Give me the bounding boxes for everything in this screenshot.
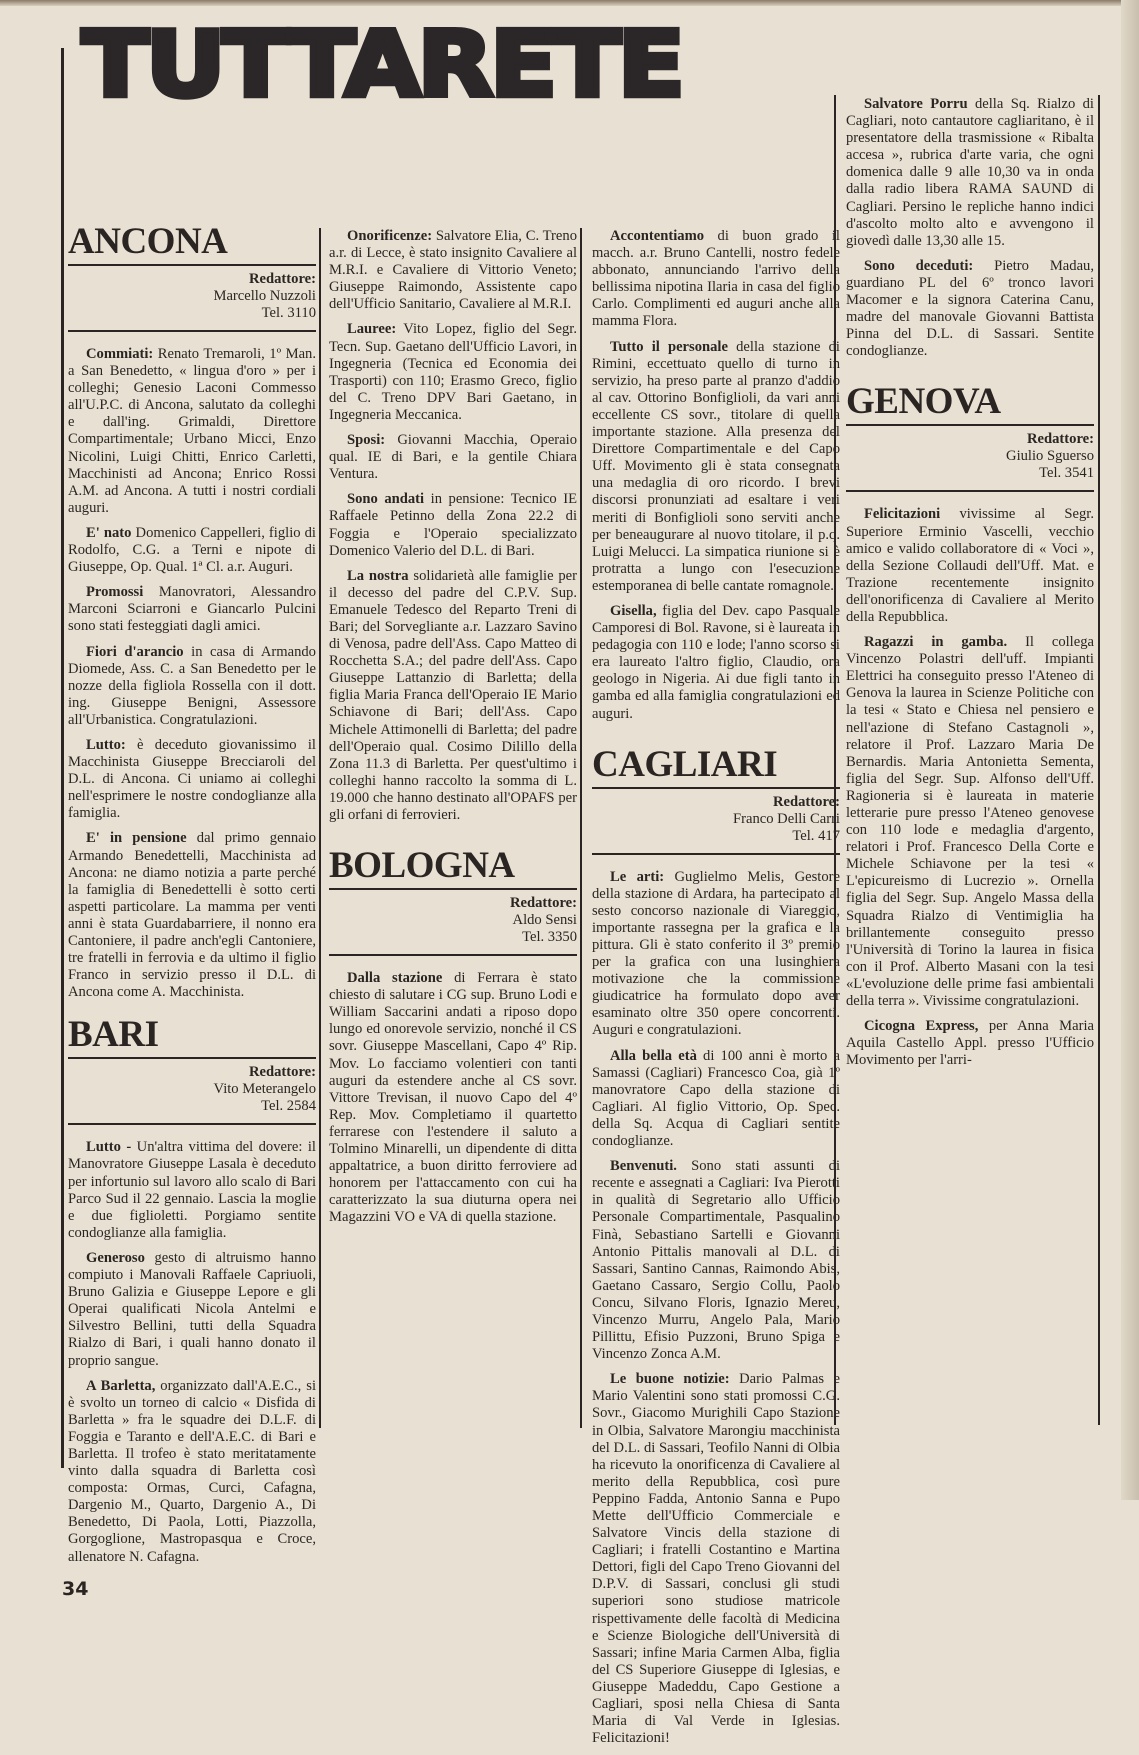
editor-label: Redattore: [773, 793, 840, 810]
page-edge [0, 0, 1139, 6]
paragraph-text: Guglielmo Melis, Gestore della stazione di Ardara, ha partecipato al sesto concorso nazionale di Viareggio, importante rassegna per la grafica e la pittura. Gli è stato conferito il 3º premio per la grafica con una lusinghiera motivazione che la commissione giudicatrice ha formulato dopo aver esaminato oltre 350 opere concorrenti. Auguri e congratulazioni. [592, 868, 840, 1039]
section-title: GENOVA [846, 382, 1094, 426]
editor-box [329, 890, 577, 956]
paragraph-text: solidarietà alle famiglie per il decesso del padre del C.P.V. Sup. Emanuele Tedesco del Reparto Treni di Bari; del Sorvegliante a.r. Lazzaro Savino di Venosa, padre dell'Ass. Capo Matteo di Rocchetta S.A.; del padre dell'Ass. Capo Giuseppe Lattanzio di Barletta; della figlia Maria Franca dell'Operaio IE Mario Schiavone di Bari; dell'Ass. Capo Michele Attimonelli di Barletta; del padre dell'Operaio qual. Cosimo Dilillo della Zona 11.3 di Barletta. Per quest'ultimo i colleghi hanno raccolto la somma di L. 19.000 che hanno destinato all'OPAFS per gli orfani di ferrovieri. [329, 567, 578, 823]
paragraph-lead: A Barletta, [86, 1377, 156, 1394]
article-paragraph [846, 96, 1094, 250]
article-paragraph [68, 644, 316, 729]
section-cagliari [592, 745, 840, 1748]
article-paragraph [846, 1018, 1094, 1069]
paragraph-lead: Lutto - [86, 1139, 132, 1156]
article-paragraph [329, 491, 577, 559]
paragraph-text: dal primo gennaio Armando Benedettelli, Macchinista ad Ancona: ne diamo notizia a parte perché la famiglia di Benedettelli è sotto certi aspetti particolare. La mamma per venti anni è stata Guardabarriere, il nonno era Cantoniere, il padre anch'egli Cantoniere, tre fratelli in ferrovia e da ultimo il figlio Franco in servizio presso il D.L. di Ancona come A. Macchinista. [68, 830, 316, 1001]
paragraph-lead: Le buone notizie: [610, 1371, 730, 1388]
paragraph-text: Un'altra vittima del dovere: il Manovratore Giuseppe Lasala è deceduto per infortunio sul lavoro allo scalo di Bari Parco Sud il 22 gennaio. Lascia la moglie e due figlioletti. Porgiamo sentite condoglianze alla famiglia. [68, 1139, 316, 1241]
paragraph-lead: Generoso [86, 1249, 145, 1266]
article-paragraph [68, 737, 316, 822]
page-number: 34 [62, 1577, 89, 1600]
article-paragraph [592, 603, 840, 723]
article-paragraph [846, 506, 1094, 626]
paragraph-text: della stazione di Rimini, eccettuato quello di turno in servizio, ha preso parte al pranzo d'addio al cav. Ottorino Bonfiglioli, da vari anni eccellente CS sovr., titolare di quella importante stazione. Alla presenza del Direttore Compartimentale e del Capo Uff. Movimento gli è stata consegnata una medaglia di oro ricordo. I brevi discorsi pronunziati ad esaltare i veri meriti di Bonfiglioli sono serviti anche per beneaugurare al nuovo titolare, il p.q. Luigi Melucci. La simpatica riunione si è protratta a lungo con l'esecuzione estemporanea di belle cantate romagnole. [592, 338, 840, 594]
paragraph-lead: Sono deceduti: [864, 257, 974, 274]
editor-name: Aldo Sensi [512, 912, 577, 929]
paragraph-text: Renato Tremaroli, 1º Man. a San Benedetto, « lingua d'oro » per i colleghi; Genesio Laconi Commesso all'U.P.C. di Ancona, salutato da colleghi e dall'ing. Grimaldi, Direttore Compartimentale; Urbano Micci, Enzo Nicolini, Luigi Chitti, Enrico Carletti, Macchinisti ad Ancona; Enrico Rossi A.M. ad Ancona. A tutti i nostri cordiali auguri. [68, 346, 316, 516]
article-paragraph [68, 1250, 316, 1370]
editor-box [592, 789, 840, 855]
paragraph-lead: Benvenuti. [610, 1158, 677, 1175]
column-1 [68, 222, 316, 1574]
paragraph-text: per Anna Maria Aquila Castello Appl. presso l'Ufficio Movimento per l'arri- [846, 1018, 1094, 1069]
paragraph-text: Pietro Madau, guardiano PL del 6º tronco lavori Macomer e la signora Caterina Canu, madre del manovale Giovanni Battista Pinna del D.L. di Sassari. Sentite condoglianze. [846, 257, 1094, 360]
paragraph-text: Sono stati assunti di recente e assegnati a Cagliari: Iva Pierotti in qualità di Segretario allo Ufficio Personale Compartimentale, Pasqualino Finà, Sebastiano Sartelli e Giovanni Antonio Pittalis manovali al D.L. di Sassari, Santino Cannas, Raimondo Abis, Gaetano Cassaro, Sergio Collu, Paolo Concu, Silvano Floris, Ignazio Mereu, Vincenzo Murru, Angelo Pala, Mario Pillittu, Efisio Puzzoni, Bruno Spiga e Vincenzo Zonca A.M. [592, 1158, 840, 1363]
paragraph-lead: Felicitazioni [864, 506, 941, 523]
paragraph-lead: Ragazzi in gamba. [864, 634, 1008, 651]
section-bari [68, 1015, 316, 1565]
paragraph-lead: Sposi: [347, 432, 386, 449]
article-paragraph [592, 869, 840, 1040]
article-paragraph [846, 258, 1094, 361]
section-title: ANCONA [68, 222, 316, 266]
article-paragraph [68, 525, 316, 576]
paragraph-lead: La nostra [347, 567, 409, 584]
paragraph-lead: Alla bella età [610, 1047, 697, 1064]
editor-name: Franco Delli Carri [733, 810, 840, 827]
paragraph-text: in casa di Armando Diomede, Ass. C. a San Benedetto per le nozze della figliola Rossella con il dott. ing. Giuseppe Benigni, Assessore all'Urbanistica. Congratulazioni. [68, 643, 316, 728]
paragraph-lead: Fiori d'arancio [86, 643, 184, 660]
paragraph-lead: Le arti: [610, 868, 665, 885]
article-paragraph [329, 432, 577, 483]
masthead-logo: TUTTARETE [82, 12, 682, 118]
article-paragraph [329, 321, 577, 424]
paragraph-text: Manovratori, Alessandro Marconi Sciarroni e Giancarlo Pulcini sono stati festeggiati dagli amici. [68, 584, 316, 635]
paragraph-text: Il collega Vincenzo Polastri dell'uff. Impianti Elettrici ha conseguito presso l'Ateneo di Genova la laurea in Scienze Politiche con la tesi « Stato e Chiesa nel pensiero e nell'azione di Stefano Castagnoli », relatore il Prof. Lazzaro Maria De Bernardis. Maria Antonietta Sementa, figlia del Segr. Sup. Alfonso dell'Uff. Ragioneria si è laureata in materie letterarie pure presso l'Ateneo genovese con 110 lode e medaglia d'argento, relatori i Prof. Francesco Della Corte e Michele Schiavone per la tesi « L'epicureismo di Lucrezio ». Ornella figlia del Segr. Sup. Angelo Massa della Squadra Rialzo di Ventimiglia ha brillantemente conseguito presso l'Università di Torino la laurea in fisica con il Prof. Alberto Masani con la tesi «L'evoluzione delle prime fasi ambientali della terra ». Vivissime congratulazioni. [846, 634, 1094, 1010]
article-paragraph [329, 970, 577, 1226]
editor-label: Redattore: [249, 271, 316, 287]
paragraph-lead: Cicogna Express, [864, 1018, 979, 1035]
paragraph-lead: E' in pensione [86, 830, 187, 847]
editor-label: Redattore: [1027, 431, 1094, 448]
left-margin-rule [61, 48, 64, 1468]
editor-label: Redattore: [510, 895, 577, 912]
paragraph-text: di Ferrara è stato chiesto di salutare i CG sup. Bruno Lodi e William Saccarini andati a riposo dopo lungo ed onorevole servizio, nonché il CS sovr. Giuseppe Mascellani, Capo 4º Rip. Mov. Lo facciamo volentieri con tanti auguri da estendere anche al CS sovr. Vittore Trevisan, il nuovo Capo del 4º Rep. Mov. Completiamo il quartetto ferrarese con l'estendere il saluto a Tolmino Minarelli, un dipendente di ditta appaltatrice, a buon diritto ferroviere ad honorem per l'attaccamento con cui ha caratterizzato la sua diuturna opera nei Magazzini VO e VA di quella stazione. [329, 970, 577, 1226]
article-paragraph [592, 1371, 840, 1747]
editor-tel: Tel. 417 [792, 827, 840, 844]
column-2 [329, 228, 577, 1235]
editor-tel: Tel. 2584 [261, 1098, 316, 1115]
paragraph-text: Salvatore Elia, C. Treno a.r. di Lecce, è stato insignito Cavaliere al M.R.I. e Cavaliere di Vittorio Veneto; Giuseppe Raimondo, Assistente capo dell'Ufficio Sanitario, Cavaliere al M.R.I. [329, 228, 577, 313]
editor-tel: Tel. 3541 [1039, 465, 1094, 482]
paragraph-text: di buon grado il macch. a.r. Bruno Cantelli, nostro fedele abbonato, annunciando l'arrivo della bellissima nipotina Ilaria in casa del figlio Carlo. Complimenti ed auguri anche alla mamma Flora. [592, 228, 840, 330]
article-paragraph [68, 584, 316, 635]
article-paragraph [329, 568, 577, 824]
paragraph-text: Vito Lopez, figlio del Segr. Tecn. Sup. Gaetano dell'Ufficio Lavori, in Ingegneria (Tecnica ed Economia dei Trasporti) con 110; Erasmo Greco, figlio del C. Treno DPV Bari Gaetano, in Ingegneria Meccanica. [329, 321, 577, 423]
paragraph-text: figlia del Dev. capo Pasquale Camporesi di Bol. Ravone, si è laureata in pedagogia con 110 e lode; l'anno scorso si era laureato l'altro figlio, Claudio, ora geologo in Nigeria. Ai due figli tanto in gamba ed alla famiglia congratulazioni ed auguri. [592, 602, 840, 722]
column-4 [846, 96, 1094, 1077]
editor-name: Marcello Nuzzoli [213, 288, 316, 304]
editor-tel: Tel. 3110 [261, 305, 316, 321]
article-paragraph [846, 634, 1094, 1010]
paragraph-lead: Lauree: [347, 321, 397, 338]
article-paragraph [68, 1139, 316, 1242]
paragraph-lead: Promossi [86, 584, 144, 601]
paragraph-lead: Lutto: [86, 736, 126, 753]
column-3 [592, 228, 840, 1755]
paragraph-text: Domenico Cappelleri, figlio di Rodolfo, C.G. a Terni e nipote di Giuseppe, Op. Qual. 1ª Cl. a.r. Auguri. [68, 524, 316, 576]
paragraph-lead: Sono andati [347, 491, 425, 508]
paragraph-text: Giovanni Macchia, Operaio qual. IE di Bari, e la gentile Chiara Ventura. [329, 432, 577, 483]
paragraph-text: Dario Palmas e Mario Valentini sono stati promossi C.G. Sovr., Giacomo Murighili Capo Stazione in Olbia, Salvatore Marongiu macchinista del D.L. di Sassari, Teofilo Nanni di Olbia ha ricevuto la onorificenza di Cavaliere al merito della Repubblica, così pure Peppino Fadda, Antonio Sanna e Pupo Mette dell'Ufficio Commerciale e Salvatore Vincis della stazione di Cagliari; i fratelli Costantino e Martina Dettori, figli del Capo Treno Giovanni del D.P.V. di Sassari, conclusi gli studi superiori sono studiose matricole rispettivamente delle facoltà di Medicina e Scienze Biologiche dell'Università di Sassari; infine Maria Carmen Alba, figlia del CS Superiore Giuseppe di Iglesias, e Giuseppe Madeddu, Capo Gestione a Cagliari, sposi nella Chiesa di Santa Maria di Val Verde in Iglesias. Felicitazioni! [592, 1371, 840, 1747]
article-paragraph [68, 1378, 316, 1566]
article-paragraph [68, 830, 316, 1001]
section-bologna [329, 846, 577, 1226]
article-paragraph [592, 228, 840, 331]
article-paragraph [592, 339, 840, 595]
article-paragraph [592, 1048, 840, 1151]
column-rule [1098, 95, 1100, 1425]
section-ancona [68, 222, 316, 1001]
paragraph-lead: E' nato [86, 524, 132, 541]
article-paragraph [329, 228, 577, 313]
paragraph-lead: Onorificenze: [347, 228, 433, 244]
section-title: BOLOGNA [329, 846, 577, 890]
editor-name: Vito Meterangelo [213, 1081, 316, 1098]
paragraph-lead: Gisella, [610, 602, 657, 619]
section-title: CAGLIARI [592, 745, 840, 789]
article-paragraph [68, 346, 316, 517]
paragraph-text: gesto di altruismo hanno compiuto i Manovali Raffaele Capriuoli, Bruno Galizia e Giuseppe Lepore e gli Operai qualificati Nicola Antelmi e Silvestro Bellini, tutti della Squadra Rialzo di Bari, i quali hanno donato il proprio sangue. [68, 1249, 316, 1369]
article-paragraph [592, 1158, 840, 1363]
editor-box [68, 1059, 316, 1125]
paragraph-lead: Dalla stazione [347, 970, 443, 987]
paragraph-text: di 100 anni è morto a Samassi (Cagliari) Francesco Coa, già 1º manovratore Capo della stazione di Cagliari. Al figlio Vittorio, Op. Spec. della Sq. Acqua di Cagliari sentite condoglianze. [592, 1047, 840, 1150]
paragraph-text: vivissime al Segr. Superiore Erminio Vascelli, vecchio amico e valido collaboratore di « Voci », della Sezione Collaudi dell'Uff. Mat. e Trazione recentemente insignito dell'onorificenza di Cavaliere al Merito della Repubblica. [846, 506, 1094, 625]
column-rule [580, 228, 582, 1428]
editor-box [68, 266, 316, 332]
column-rule [319, 228, 321, 1428]
section-title: BARI [68, 1015, 316, 1059]
paragraph-lead: Commiati: [86, 346, 154, 362]
editor-label: Redattore: [249, 1064, 316, 1081]
page-edge-right [1121, 0, 1139, 1500]
paragraph-lead: Accontentiamo [610, 228, 705, 244]
editor-tel: Tel. 3350 [522, 929, 577, 946]
paragraph-text: è deceduto giovanissimo il Macchinista Giuseppe Brecciaroli del D.L. di Ancona. Ci uniamo ai colleghi nell'esprimere le nostre condoglianze alla famiglia. [68, 736, 316, 822]
paragraph-text: in pensione: Tecnico IE Raffaele Petinno della Zona 22.2 di Foggia e l'Operaio specializzato Domenico Valerio del D.L. di Bari. [329, 491, 577, 559]
editor-name: Giulio Sguerso [1006, 448, 1094, 465]
section-genova [846, 382, 1094, 1069]
paragraph-lead: Tutto il personale [610, 338, 728, 355]
paragraph-text: organizzato dall'A.E.C., si è svolto un torneo di calcio « Disfida di Barletta » fra le squadre dei D.L.F. di Foggia e Taranto e dell'A.E.C. di Bari e Barletta. Il trofeo è stato meritatamente vinto dalla squadra di Barletta così composta: Ormas, Curci, Cafagna, Dargenio M., Quarto, Dargenio A., Di Benedetto, Di Paola, Lotti, Piazzolla, Gorgoglione, Mastropasqua e Croce, allenatore N. Cafagna. [68, 1377, 316, 1565]
editor-box [846, 426, 1094, 492]
paragraph-lead: Salvatore Porru [864, 96, 968, 112]
paragraph-text: della Sq. Rialzo di Cagliari, noto cantautore cagliaritano, è il presentatore della trasmissione « Ribalta accesa », rubrica d'arte varia, che ogni domenica dalle 9 alle 10,30 va in onda dalla radio libera RAMA SAUND di Cagliari. Persino le repliche hanno indici d'ascolto molto alto e avvengono il giovedì dalle 13,30 alle 15. [846, 96, 1094, 249]
